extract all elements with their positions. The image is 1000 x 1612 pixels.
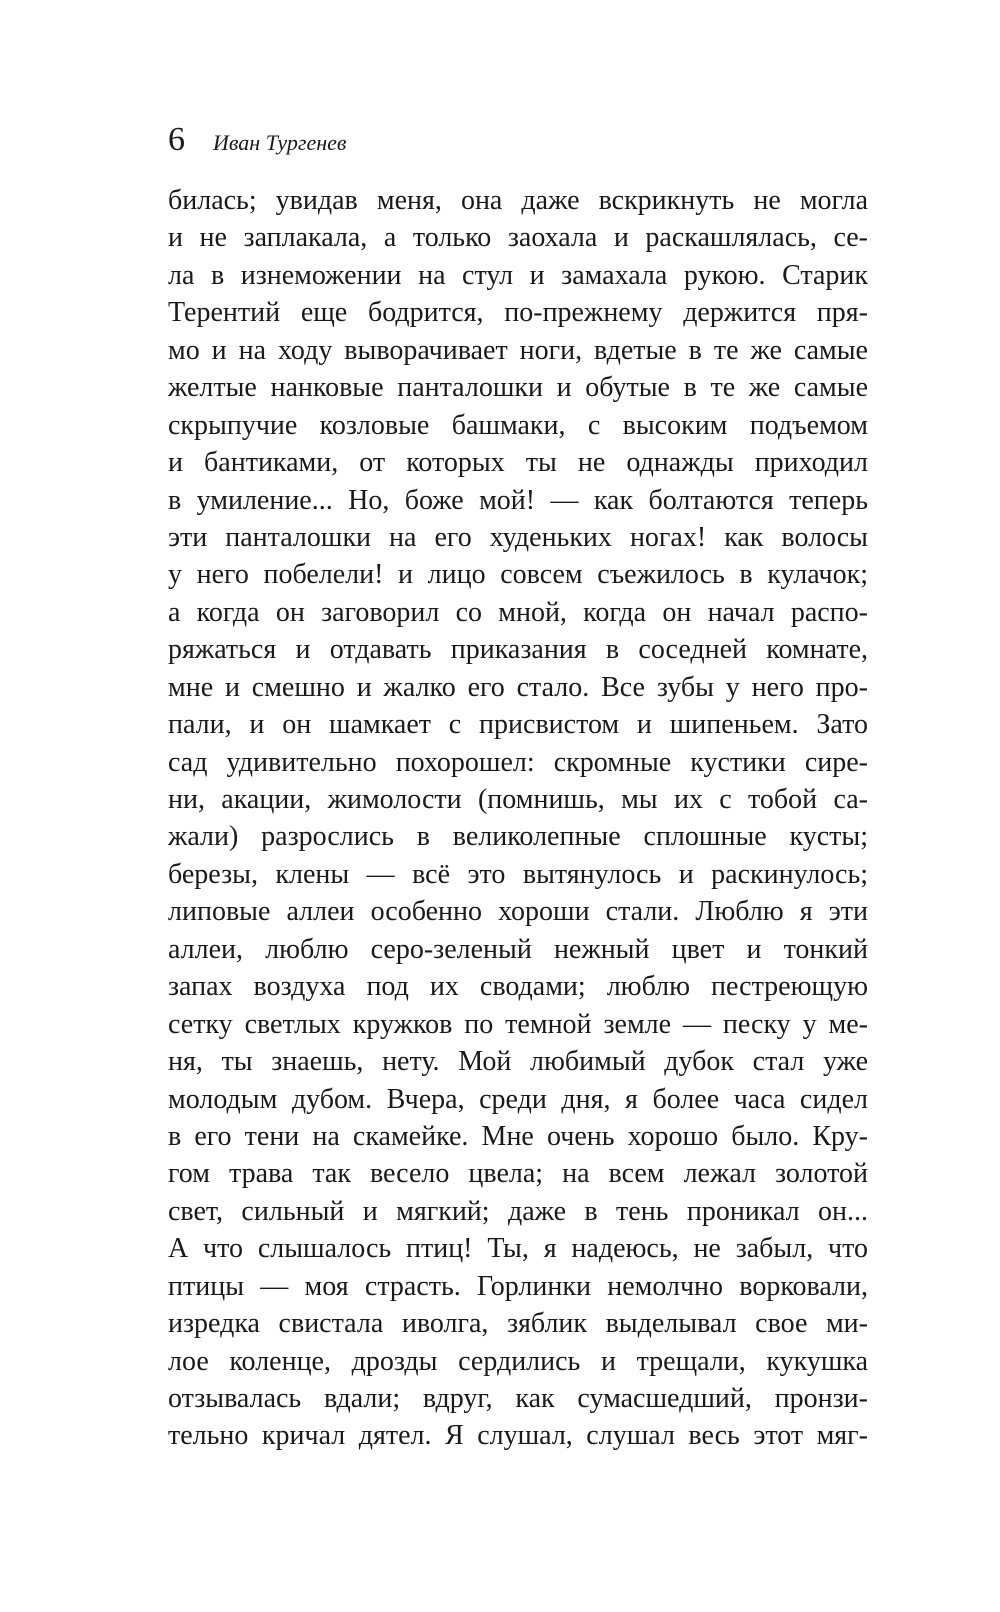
text-line: тельно кричал дятел. Я слушал, слушал весь этот мяг- [168,1420,868,1452]
text-line: липовые аллеи особенно хороши стали. Люблю я эти [168,896,868,928]
text-line: отзывалась вдали; вдруг, как сумасшедший, пронзи- [168,1383,868,1414]
text-line: мне и смешно и жалко его стало. Все зубы у него про- [168,671,868,703]
text-line: Терентий еще бодрится, по-прежнему держится пря- [168,297,868,329]
text-line: изредка свистала иволга, зяблик выделывал свое ми- [168,1308,868,1340]
text-line: запах воздуха под их сводами; люблю пестреющую [168,971,868,1003]
text-line: а когда он заговорил со мной, когда он начал распо- [168,596,868,628]
text-line: сетку светлых кружков по темной земле — песку у ме- [168,1008,868,1040]
text-line: и не заплакала, а только заохала и раскашлялась, се- [168,222,868,254]
text-line: свет, сильный и мягкий; даже в тень проникал он... [168,1195,868,1227]
text-line: мо и на ходу выворачивает ноги, вдетые в те же самые [168,334,868,366]
text-line: желтые нанковые панталошки и обутые в те же самые [168,372,868,404]
text-line: в его тени на скамейке. Мне очень хорошо было. Кру- [168,1120,868,1152]
running-head-author: Иван Тургенев [213,130,347,155]
text-line: ни, акации, жимолости (помнишь, мы их с тобой са- [168,784,868,815]
text-line: в умиление... Но, боже мой! — как болтаются теперь [168,484,868,516]
text-line: и бантиками, от которых ты не однажды приходил [168,447,868,479]
text-line: птицы — моя страсть. Горлинки немолчно ворковали, [168,1270,868,1302]
text-line: у него побелели! и лицо совсем съежилось в кулачок; [168,559,868,591]
text-line: скрыпучие козловые башмаки, с высоким подъемом [168,409,868,441]
text-line: лое коленце, дрозды сердились и трещали, кукушка [168,1345,868,1377]
running-head [168,120,346,160]
text-line: молодым дубом. Вчера, среди дня, я более часа сидел [168,1083,868,1115]
text-line: жали) разрослись в великолепные сплошные кусты; [168,821,868,853]
text-line: ня, ты знаешь, нету. Мой любимый дубок стал уже [168,1046,868,1078]
text-line: аллеи, люблю серо-зеленый нежный цвет и тонкий [168,933,868,965]
text-line: А что слышалось птиц! Ты, я надеюсь, не забыл, что [168,1233,868,1265]
text-line: сад удивительно похорошел: скромные кустики сире- [168,746,868,778]
text-line: гом трава так весело цвела; на всем лежал золотой [168,1158,868,1190]
text-line: билась; увидав меня, она даже вскрикнуть не могла [168,185,868,216]
page-number: 6 [168,121,185,158]
text-line: эти панталошки на его худеньких ногах! как волосы [168,521,868,553]
text-line: ла в изнеможении на стул и замахала рукою. Старик [168,259,868,291]
text-line: березы, клены — всё это вытянулось и раскинулось; [168,858,868,890]
text-line: ряжаться и отдавать приказания в соседней комнате, [168,634,868,666]
text-line: пали, и он шамкает с присвистом и шипеньем. Зато [168,709,868,741]
body-text [168,182,868,1455]
